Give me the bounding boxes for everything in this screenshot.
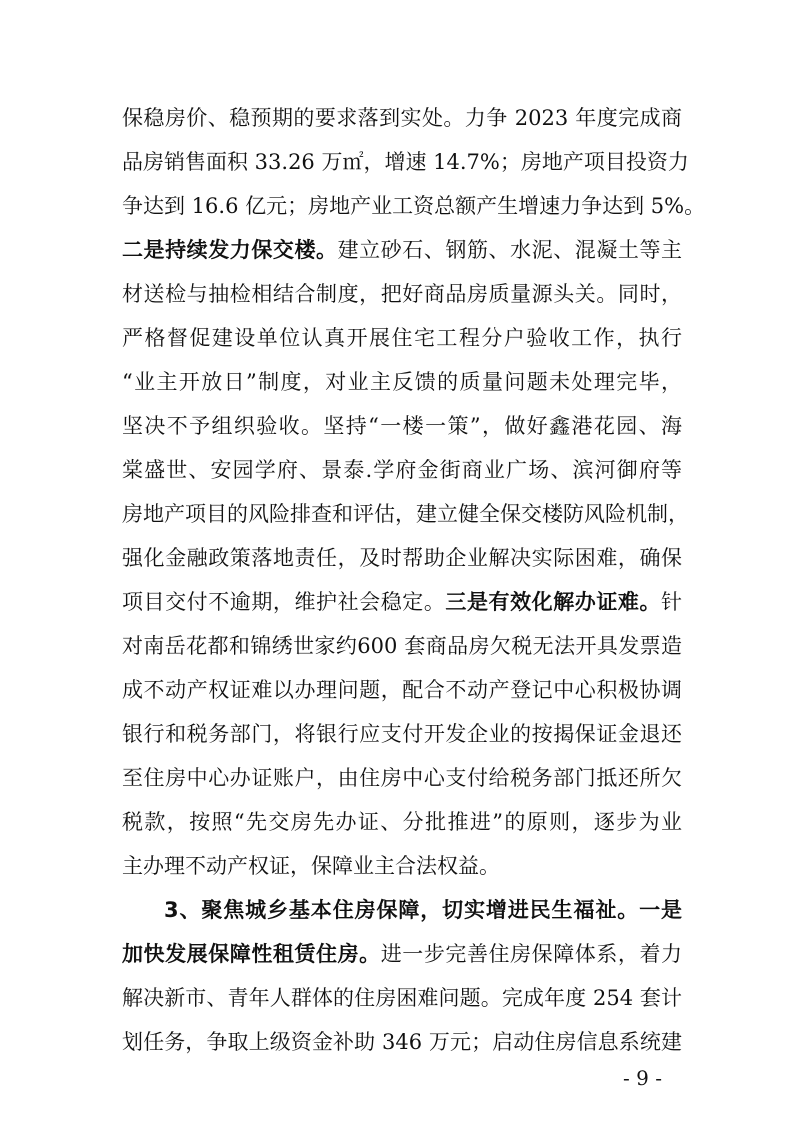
paragraph-line: 坚决不予组织验收。坚持“一楼一策”，做好鑫港花园、海 [122, 414, 682, 438]
paragraph-line: 划任务，争取上级资金补助 346 万元；启动住房信息系统建 [122, 1030, 682, 1054]
paragraph-text: 进一步完善住房保障体系，着力 [380, 942, 683, 966]
paragraph-line: 至住房中心办证账户，由住房中心支付给税务部门抵还所欠 [122, 766, 682, 790]
paragraph-line [122, 938, 682, 970]
paragraph-text: 建立砂石、钢筋、水泥、混凝土等主 [337, 238, 683, 262]
paragraph-text: 针 [661, 590, 683, 614]
section-heading: 二是持续发力保交楼。 [122, 238, 338, 262]
paragraph-line: 保稳房价、稳预期的要求落到实处。力争 2023 年度完成商 [122, 106, 682, 130]
paragraph-line [122, 586, 682, 618]
paragraph-line: 争达到 16.6 亿元；房地产业工资总额产生增速力争达到 5%。 [122, 194, 706, 218]
paragraph-line: 材送检与抽检相结合制度，把好商品房质量源头关。同时， [122, 282, 682, 306]
paragraph-text: 项目交付不逾期，维护社会稳定。 [122, 590, 446, 614]
paragraph-line: 强化金融政策落地责任，及时帮助企业解决实际困难，确保 [122, 546, 682, 570]
section-heading: 3、聚焦城乡基本住房保障，切实增进民生福祉。一是 [164, 898, 682, 922]
paragraph-line: 解决新市、青年人群体的住房困难问题。完成年度 254 套计 [122, 986, 682, 1010]
page-number: - 9 - [623, 1066, 662, 1090]
paragraph-line: 主办理不动产权证，保障业主合法权益。 [122, 854, 500, 878]
paragraph-line: 银行和税务部门，将银行应支付开发企业的按揭保证金退还 [122, 722, 682, 746]
paragraph-line: 对南岳花都和锦绣世家约600 套商品房欠税无法开具发票造 [122, 634, 682, 658]
paragraph-line: 严格督促建设单位认真开展住宅工程分户验收工作，执行 [122, 326, 682, 350]
section-heading: 加快发展保障性租赁住房。 [122, 942, 381, 966]
paragraph-line: “业主开放日”制度，对业主反馈的质量问题未处理完毕， [122, 370, 682, 394]
paragraph-line [122, 234, 682, 266]
paragraph-line: 成不动产权证难以办理问题，配合不动产登记中心积极协调 [122, 678, 682, 702]
paragraph-line: 品房销售面积 33.26 万㎡，增速 14.7%；房地产项目投资力 [122, 150, 689, 174]
section-heading: 三是有效化解办证难。 [445, 590, 662, 614]
paragraph-line: 税款，按照“先交房先办证、分批推进”的原则，逐步为业 [122, 810, 682, 834]
paragraph-line [164, 894, 682, 926]
paragraph-line: 房地产项目的风险排查和评估，建立健全保交楼防风险机制， [122, 502, 689, 526]
paragraph-line: 棠盛世、安园学府、景泰.学府金街商业广场、滨河御府等 [122, 458, 682, 482]
